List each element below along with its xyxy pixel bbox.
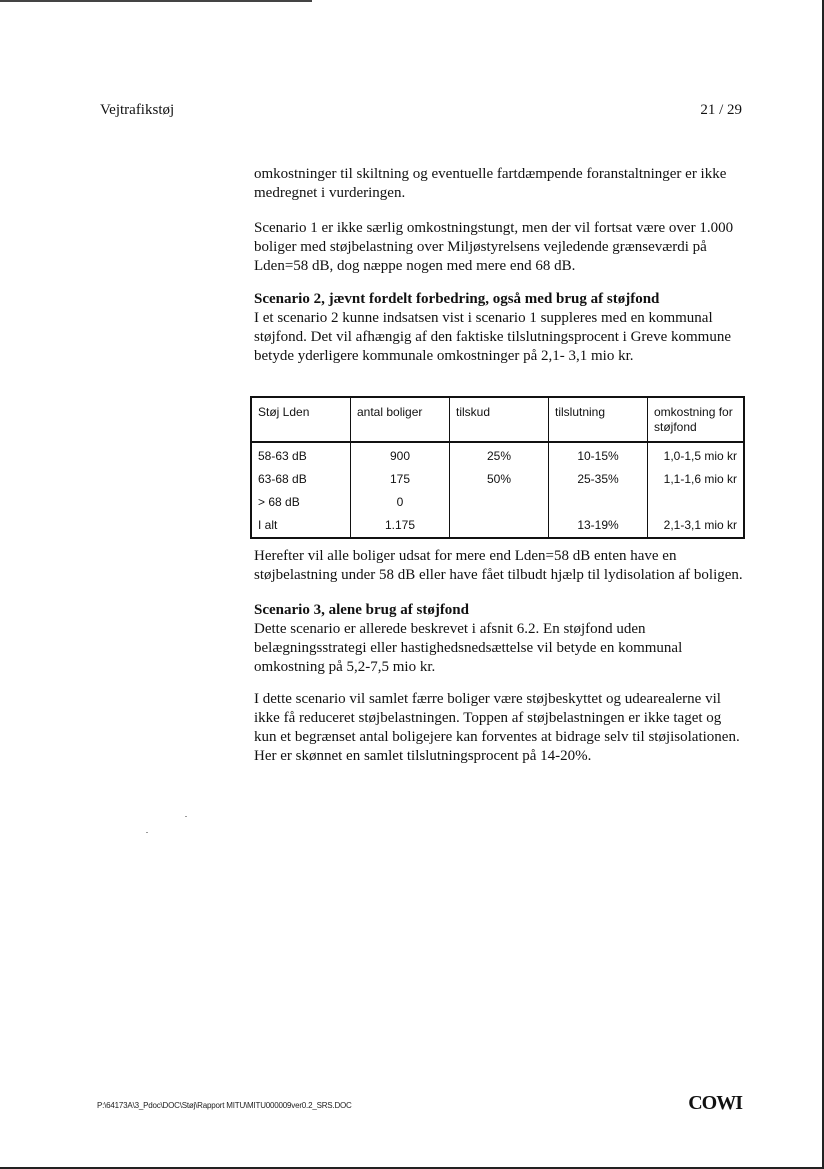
- cell-level: 63-68 dB: [251, 468, 351, 491]
- cell-subsidy: [450, 514, 549, 538]
- scenario2-heading: Scenario 2, jævnt fordelt forbedring, også med brug af støjfond: [254, 291, 660, 307]
- cell-cost: [648, 491, 745, 514]
- cell-subsidy: 25%: [450, 442, 549, 468]
- paragraph-scenario1: Scenario 1 er ikke særlig omkostningstungt, men der vil fortsat være over 1.000 boliger med støjbelastning over Miljøstyrelsens vejledende grænseværdi på Lden=58 dB, dog næppe nogen med mere end 68 dB.: [254, 220, 734, 274]
- cell-count: 175: [351, 468, 450, 491]
- cowi-logo: COWI: [688, 1092, 742, 1114]
- header-omkostning: omkostning for støjfond: [648, 397, 745, 442]
- cell-subsidy: [450, 491, 549, 514]
- cell-uptake: 10-15%: [549, 442, 648, 468]
- cell-count: 900: [351, 442, 450, 468]
- header-stoej-lden: Støj Lden: [251, 397, 351, 442]
- scenario2-text: I et scenario 2 kunne indsatsen vist i scenario 1 suppleres med en kommunal støjfond. Det vil afhængig af den faktiske tilslutningsprocent i Greve kommune betyde yderligere kommunale omkostninger på 2,1- 3,1 mio kr.: [254, 310, 731, 364]
- scan-edge-top: [0, 0, 312, 2]
- cell-uptake: 13-19%: [549, 514, 648, 538]
- cell-count: 1.175: [351, 514, 450, 538]
- cell-subsidy: 50%: [450, 468, 549, 491]
- table-row-total: [251, 514, 744, 538]
- cell-uptake: [549, 491, 648, 514]
- scan-speck: [185, 816, 187, 817]
- footer-file-path: P:\64173A\3_Pdoc\DOC\Støj\Rapport MITU\MITU000009ver0.2_SRS.DOC: [97, 1101, 352, 1110]
- cell-uptake: 25-35%: [549, 468, 648, 491]
- running-header-title: Vejtrafikstøj: [100, 102, 175, 118]
- table-row: [251, 442, 744, 468]
- paragraph-scenario3-conclusion: I dette scenario vil samlet færre boliger være støjbeskyttet og udearealerne vil ikke få reduceret støjbelastningen. Toppen af støjbelastningen er ikke taget og kun et begrænset antal boligejere kan forventes at bidrage selv til støjisolationen. Her er skønnet en samlet tilslutningsprocent på 14-20%.: [254, 691, 740, 764]
- paragraph-costs: omkostninger til skiltning og eventuelle fartdæmpende foranstaltninger er ikke medregnet i vurderingen.: [254, 166, 727, 201]
- cell-cost: 2,1-3,1 mio kr: [648, 514, 745, 538]
- table-header-row: [251, 397, 744, 442]
- cell-level: 58-63 dB: [251, 442, 351, 468]
- cell-count: 0: [351, 491, 450, 514]
- paragraph-after-table: Herefter vil alle boliger udsat for mere end Lden=58 dB enten have en støjbelastning under 58 dB eller have fået tilbudt hjælp til lydisolation af boligen.: [254, 548, 743, 583]
- cell-cost: 1,1-1,6 mio kr: [648, 468, 745, 491]
- scenario3-text: Dette scenario er allerede beskrevet i afsnit 6.2. En støjfond uden belægningsstrategi eller hastighedsnedsættelse vil betyde en kommunal omkostning på 5,2-7,5 mio kr.: [254, 621, 683, 675]
- cell-cost: 1,0-1,5 mio kr: [648, 442, 745, 468]
- cell-level: I alt: [251, 514, 351, 538]
- page-number: 21 / 29: [700, 102, 742, 118]
- scan-speck: [146, 832, 148, 833]
- section-scenario3: [254, 601, 744, 677]
- header-tilslutning: tilslutning: [549, 397, 648, 442]
- table-row: [251, 491, 744, 514]
- stoejfond-table: [250, 396, 745, 539]
- section-scenario2: [254, 290, 744, 366]
- scenario3-heading: Scenario 3, alene brug af støjfond: [254, 602, 469, 618]
- header-antal-boliger: antal boliger: [351, 397, 450, 442]
- header-tilskud: tilskud: [450, 397, 549, 442]
- table-row: [251, 468, 744, 491]
- cell-level: > 68 dB: [251, 491, 351, 514]
